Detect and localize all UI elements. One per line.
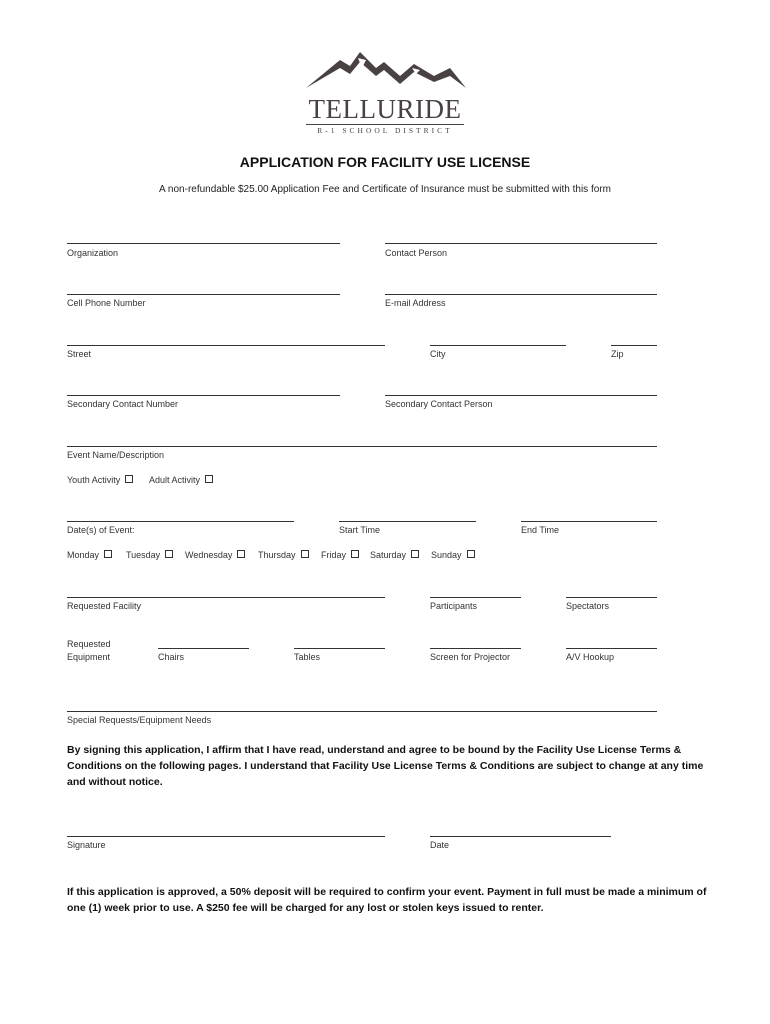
start-time-label: Start Time	[339, 525, 381, 535]
secondary-contact-number-label: Secondary Contact Number	[67, 399, 179, 409]
city-field[interactable]	[430, 345, 566, 346]
spectators-field[interactable]	[566, 597, 657, 598]
signature-label: Signature	[67, 840, 106, 850]
day-label: Thursday	[258, 550, 296, 560]
adult-activity-option[interactable]	[149, 475, 213, 485]
thursday-checkbox[interactable]	[301, 550, 309, 558]
deposit-notice: If this application is approved, a 50% deposit will be required to confirm your event. Payment in full must be made a minimum of one (1) week prior to use. A $250 fee will be charged for any lost or stolen keys issued to renter.	[67, 886, 707, 914]
form-title: APPLICATION FOR FACILITY USE LICENSE	[239, 154, 531, 170]
youth-activity-label: Youth Activity	[67, 475, 121, 485]
street-label: Street	[67, 349, 92, 359]
cell-phone-label: Cell Phone Number	[67, 298, 146, 308]
day-label: Sunday	[431, 550, 462, 560]
friday-checkbox[interactable]	[351, 550, 359, 558]
street-field[interactable]	[67, 345, 385, 346]
date-label: Date	[430, 840, 450, 850]
tuesday-checkbox[interactable]	[165, 550, 173, 558]
participants-field[interactable]	[430, 597, 521, 598]
cell-phone-field[interactable]	[67, 294, 340, 295]
chairs-label: Chairs	[158, 652, 185, 662]
end-time-label: End Time	[521, 525, 560, 535]
day-sunday[interactable]	[431, 550, 475, 560]
day-label: Wednesday	[185, 550, 233, 560]
requested-facility-field[interactable]	[67, 597, 385, 598]
day-label: Friday	[321, 550, 347, 560]
city-label: City	[430, 349, 446, 359]
form-subtitle: A non-refundable $25.00 Application Fee and Certificate of Insurance must be submitted with this form	[159, 184, 611, 195]
sunday-checkbox[interactable]	[467, 550, 475, 558]
event-dates-field[interactable]	[67, 521, 294, 522]
email-label: E-mail Address	[385, 298, 446, 308]
organization-field[interactable]	[67, 243, 340, 244]
requested-equipment-label-line1: Requested	[67, 639, 111, 649]
special-requests-field[interactable]	[67, 711, 657, 712]
contact-person-field[interactable]	[385, 243, 657, 244]
event-name-label: Event Name/Description	[67, 450, 165, 460]
email-field[interactable]	[385, 294, 657, 295]
logo-name: TELLURIDE	[308, 94, 462, 124]
av-hookup-field[interactable]	[566, 648, 657, 649]
event-dates-label: Date(s) of Event:	[67, 525, 135, 535]
screen-for-projector-field[interactable]	[430, 648, 521, 649]
secondary-contact-person-field[interactable]	[385, 395, 657, 396]
saturday-checkbox[interactable]	[411, 550, 419, 558]
day-label: Monday	[67, 550, 100, 560]
secondary-contact-number-field[interactable]	[67, 395, 340, 396]
youth-activity-option[interactable]	[67, 475, 133, 485]
date-field[interactable]	[430, 836, 611, 837]
adult-activity-label: Adult Activity	[149, 475, 201, 485]
monday-checkbox[interactable]	[104, 550, 112, 558]
wednesday-checkbox[interactable]	[237, 550, 245, 558]
chairs-field[interactable]	[158, 648, 249, 649]
day-monday[interactable]	[67, 550, 112, 560]
start-time-field[interactable]	[339, 521, 476, 522]
agreement-text: By signing this application, I affirm that I have read, understand and agree to be bound by the Facility Use License Terms & Conditions on the following pages. I understand that Facility Use License Terms & Conditions are subject to change at any time and without notice.	[67, 744, 704, 788]
zip-field[interactable]	[611, 345, 657, 346]
secondary-contact-person-label: Secondary Contact Person	[385, 399, 493, 409]
av-hookup-label: A/V Hookup	[566, 652, 615, 662]
mountains-icon	[300, 46, 470, 96]
day-saturday[interactable]	[370, 550, 419, 560]
day-tuesday[interactable]	[126, 550, 173, 560]
requested-facility-label: Requested Facility	[67, 601, 142, 611]
day-wednesday[interactable]	[185, 550, 245, 560]
screen-for-projector-label: Screen for Projector	[430, 652, 511, 662]
adult-activity-checkbox[interactable]	[205, 475, 213, 483]
day-label: Tuesday	[126, 550, 161, 560]
youth-activity-checkbox[interactable]	[125, 475, 133, 483]
requested-equipment-label-line2: Equipment	[67, 652, 111, 662]
tables-field[interactable]	[294, 648, 385, 649]
day-friday[interactable]	[321, 550, 359, 560]
organization-label: Organization	[67, 248, 119, 258]
event-name-field[interactable]	[67, 446, 657, 447]
logo-subtitle: R-1 SCHOOL DISTRICT	[317, 126, 453, 135]
day-label: Saturday	[370, 550, 407, 560]
spectators-label: Spectators	[566, 601, 610, 611]
signature-field[interactable]	[67, 836, 385, 837]
day-thursday[interactable]	[258, 550, 309, 560]
zip-label: Zip	[611, 349, 624, 359]
participants-label: Participants	[430, 601, 478, 611]
special-requests-label: Special Requests/Equipment Needs	[67, 715, 212, 725]
contact-person-label: Contact Person	[385, 248, 448, 258]
tables-label: Tables	[294, 652, 321, 662]
end-time-field[interactable]	[521, 521, 657, 522]
